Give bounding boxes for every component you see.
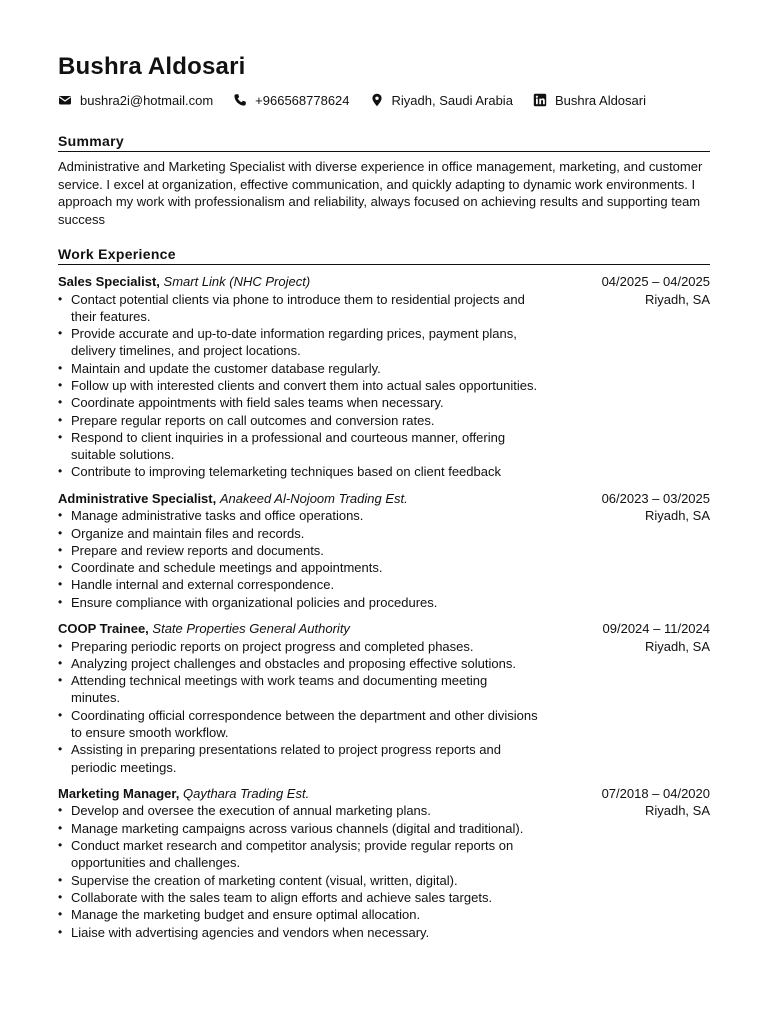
job-meta xyxy=(602,273,710,308)
job-bullet: • Contribute to improving telemarketing techniques based on client feedback xyxy=(58,463,538,480)
location-icon xyxy=(370,93,384,107)
summary-heading: Summary xyxy=(58,133,710,152)
job-bullet: • Supervise the creation of marketing content (visual, written, digital). xyxy=(58,872,538,889)
job-dates: 07/2018 – 04/2020 xyxy=(601,785,710,801)
job-bullet: • Prepare regular reports on call outcomes and conversion rates. xyxy=(58,412,538,429)
contact-location-text: Riyadh, Saudi Arabia xyxy=(391,92,513,108)
job-company: Smart Link (NHC Project) xyxy=(163,274,311,289)
job-bullet: • Ensure compliance with organizational policies and procedures. xyxy=(58,594,538,611)
job-bullet: • Manage administrative tasks and office operations. xyxy=(58,507,538,524)
candidate-name: Bushra Aldosari xyxy=(58,53,246,80)
summary-section xyxy=(58,133,710,228)
job-dates: 09/2024 – 11/2024 xyxy=(602,621,710,637)
job-bullet: • Contact potential clients via phone to introduce them to residential projects and their features. xyxy=(58,291,538,326)
mail-icon xyxy=(58,93,72,107)
job-company: Qaythara Trading Est. xyxy=(183,785,310,801)
job-meta xyxy=(602,490,710,525)
job-company: State Properties General Authority xyxy=(152,621,350,637)
job-location: Riyadh, SA xyxy=(644,291,710,307)
job-bullet: • Prepare and review reports and documents. xyxy=(58,542,538,559)
contact-location xyxy=(370,93,513,108)
job-bullet: • Maintain and update the customer database regularly. xyxy=(58,360,538,377)
job-bullet: • Develop and oversee the execution of annual marketing plans. xyxy=(58,802,538,819)
job-bullet: • Liaise with advertising agencies and vendors when necessary. xyxy=(58,924,538,941)
job-bullet: • Coordinate and schedule meetings and appointments. xyxy=(58,559,538,576)
job-company: Anakeed Al-Nojoom Trading Est. xyxy=(219,490,408,506)
job-location: Riyadh, SA xyxy=(644,803,710,819)
job-bullets xyxy=(58,507,538,611)
job-bullet: • Follow up with interested clients and convert them into actual sales opportunities. xyxy=(58,377,538,394)
job-bullet: • Manage the marketing budget and ensure optimal allocation. xyxy=(58,906,538,923)
job-entry xyxy=(58,490,710,611)
job-bullet: • Preparing periodic reports on project progress and completed phases. xyxy=(58,638,538,655)
work-experience-section xyxy=(58,246,710,941)
job-bullet: • Collaborate with the sales team to align efforts and achieve sales targets. xyxy=(58,889,538,906)
job-role: Marketing Manager, xyxy=(58,785,180,801)
job-bullets xyxy=(58,802,538,940)
job-bullet: • Respond to client inquiries in a professional and courteous manner, offering suitable solutions. xyxy=(58,429,538,464)
contact-linkedin-text: Bushra Aldosari xyxy=(554,92,646,108)
job-meta xyxy=(602,785,710,820)
contact-phone-text: +966568778624 xyxy=(255,92,350,108)
contact-bar xyxy=(58,91,710,109)
summary-text: Administrative and Marketing Specialist with diverse experience in office management, marketing, and customer service. I excel at organization, effective communication, and quickly adapting to dynamic work environments. I approach my work with professionalism and reliability, always focused on achieving results and supporting team success xyxy=(58,159,703,227)
job-role: Administrative Specialist, xyxy=(58,490,217,506)
job-dates: 04/2025 – 04/2025 xyxy=(601,274,710,289)
job-bullet: • Organize and maintain files and records. xyxy=(58,525,538,542)
job-bullet: • Assisting in preparing presentations related to project progress reports and periodic meetings. xyxy=(58,741,538,776)
job-entry xyxy=(58,785,710,941)
contact-phone[interactable] xyxy=(233,93,349,108)
job-bullet: • Manage marketing campaigns across various channels (digital and traditional). xyxy=(58,820,538,837)
job-bullet: • Coordinate appointments with field sales teams when necessary. xyxy=(58,394,538,411)
work-experience-heading: Work Experience xyxy=(58,246,710,265)
job-entry xyxy=(58,620,710,776)
contact-email-text: bushra2i@hotmail.com xyxy=(80,92,214,108)
job-role: Sales Specialist, xyxy=(58,274,160,289)
job-bullet: • Conduct market research and competitor analysis; provide regular reports on opportunities and challenges. xyxy=(58,837,538,872)
job-location: Riyadh, SA xyxy=(644,638,710,654)
job-bullet: • Coordinating official correspondence between the department and other divisions to ensure smooth workflow. xyxy=(58,707,538,742)
job-dates: 06/2023 – 03/2025 xyxy=(601,490,710,506)
job-meta xyxy=(603,620,710,655)
job-bullets xyxy=(58,638,538,776)
job-bullets xyxy=(58,291,538,481)
job-bullet: • Attending technical meetings with work teams and documenting meeting minutes. xyxy=(58,672,538,707)
job-bullet: • Handle internal and external correspondence. xyxy=(58,576,538,593)
job-role: COOP Trainee, xyxy=(58,621,149,637)
contact-email[interactable] xyxy=(58,93,213,108)
linkedin-icon xyxy=(533,93,547,107)
job-location: Riyadh, SA xyxy=(644,508,710,524)
job-entry xyxy=(58,273,710,481)
job-bullet: • Provide accurate and up-to-date information regarding prices, payment plans, delivery timelines, and project locations. xyxy=(58,325,538,360)
job-bullet: • Analyzing project challenges and obstacles and proposing effective solutions. xyxy=(58,655,538,672)
contact-linkedin[interactable] xyxy=(533,93,646,108)
phone-icon xyxy=(233,93,247,107)
